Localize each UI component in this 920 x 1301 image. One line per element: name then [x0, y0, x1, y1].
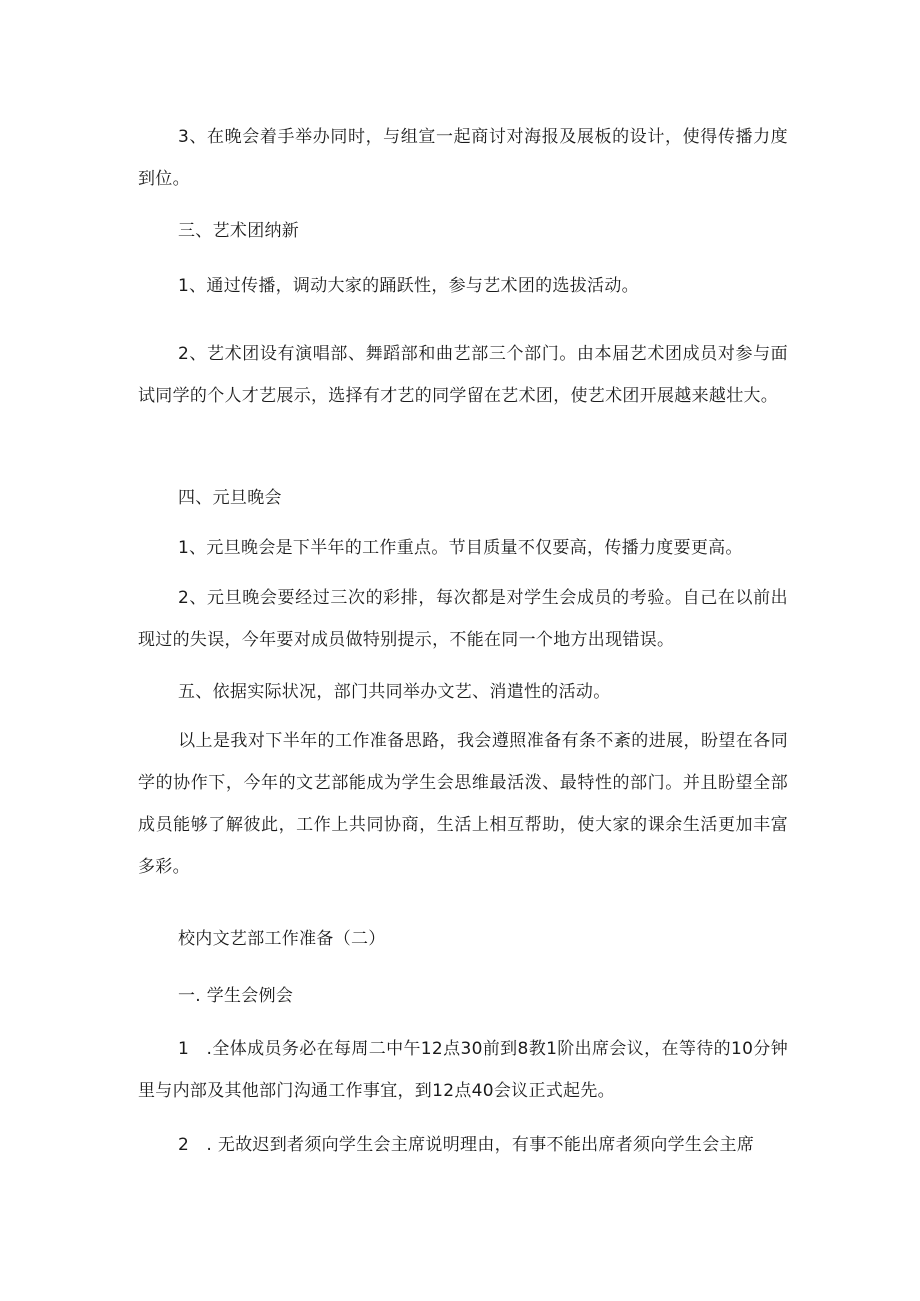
paragraph-gala-1: 1、元旦晚会是下半年的工作重点。节目质量不仅要高，传播力度要更高。	[178, 538, 743, 558]
paragraph-art-troupe-1: 1、通过传播，调动大家的踊跃性，参与艺术团的选拔活动。	[178, 276, 639, 296]
paragraph-poster-design: 3、在晚会着手举办同时，与组宣一起商讨对海报及展板的设计，使得传播力度到位。	[138, 127, 788, 189]
section-heading-art-troupe: 三、艺术团纳新	[178, 221, 300, 241]
paragraph-gala-2: 2、元旦晚会要经过三次的彩排，每次都是对学生会成员的考验。自己在以前出现过的失误，今年要对成员做特别提示，不能在同一个地方出现错误。	[138, 588, 788, 650]
paragraph-art-troupe-2: 2、艺术团设有演唱部、舞蹈部和曲艺部三个部门。由本届艺术团成员对参与面试同学的个人才艺展示，选择有才艺的同学留在艺术团，使艺术团开展越来越壮大。	[138, 344, 788, 406]
section-heading-meeting: 一. 学生会例会	[178, 986, 294, 1006]
document-subtitle: 校内文艺部工作准备（二）	[178, 929, 386, 949]
paragraph-meeting-2: 2 . 无故迟到者须向学生会主席说明理由，有事不能出席者须向学生会主席	[178, 1135, 755, 1155]
section-heading-new-year-gala: 四、元旦晚会	[178, 488, 282, 508]
paragraph-conclusion: 以上是我对下半年的工作准备思路，我会遵照准备有条不紊的进展，盼望在各同学的协作下，今年的文艺部能成为学生会思维最活泼、最特性的部门。并且盼望全部成员能够了解彼此，工作上共同协商，生活上相互帮助，使大家的课余生活更加丰富多彩。	[138, 731, 788, 877]
paragraph-meeting-1: 1 .全体成员务必在每周二中午12点30前到8教1阶出席会议，在等待的10分钟里与内部及其他部门沟通工作事宜，到12点40会议正式起先。	[138, 1039, 788, 1101]
section-heading-joint-activities: 五、依据实际状况，部门共同举办文艺、消遣性的活动。	[178, 682, 611, 702]
